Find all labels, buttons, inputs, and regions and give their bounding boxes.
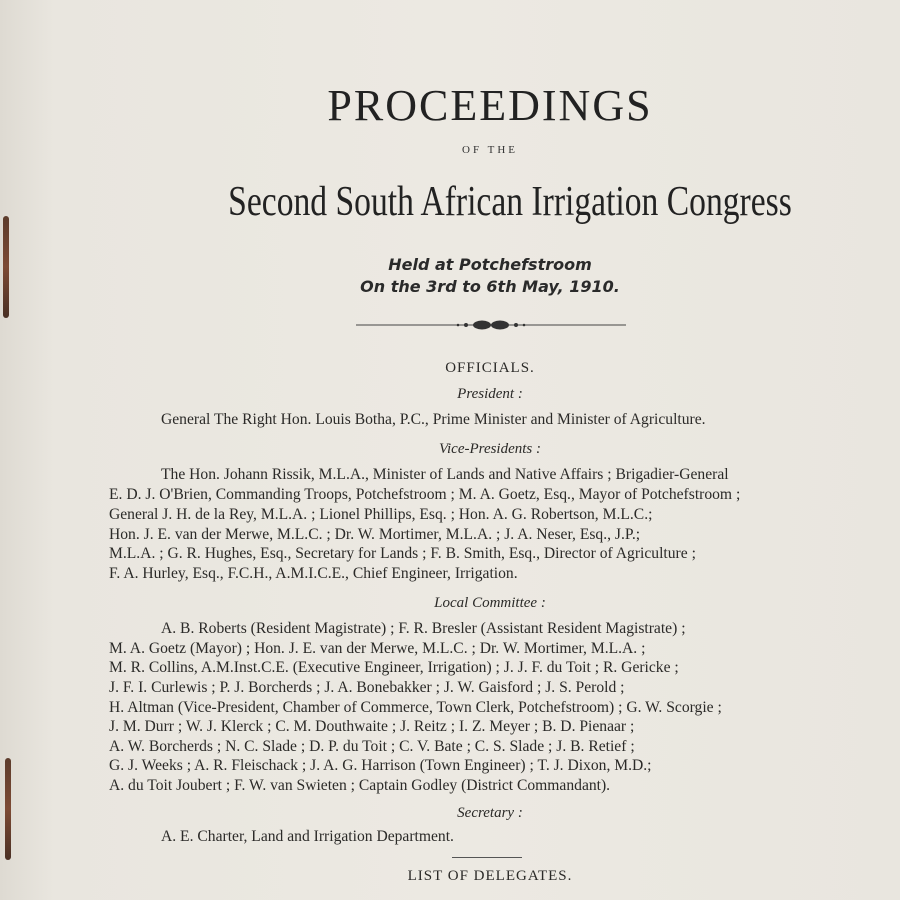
local-committee-label: Local Committee : xyxy=(434,595,546,611)
ornament-divider xyxy=(356,317,626,333)
vice-presidents-line: F. A. Hurley, Esq., F.C.H., A.M.I.C.E., Chief Engineer, Irrigation. xyxy=(109,565,518,582)
secretary-text: A. E. Charter, Land and Irrigation Department. xyxy=(161,828,454,845)
president-text: General The Right Hon. Louis Botha, P.C., Prime Minister and Minister of Agriculture. xyxy=(161,411,706,428)
section-divider xyxy=(452,857,522,858)
of-the-text: OF THE xyxy=(462,144,518,156)
local-committee-line: J. M. Durr ; W. J. Klerck ; C. M. Douthwaite ; J. Reitz ; I. Z. Meyer ; B. D. Pienaar ; xyxy=(109,718,635,735)
vice-presidents-line: Hon. J. E. van der Merwe, M.L.C. ; Dr. W. Mortimer, M.L.A. ; J. A. Neser, Esq., J.P.; xyxy=(109,526,641,543)
local-committee-line: A. B. Roberts (Resident Magistrate) ; F. R. Bresler (Assistant Resident Magistrate) ; xyxy=(161,620,686,637)
vice-presidents-line: M.L.A. ; G. R. Hughes, Esq., Secretary for Lands ; F. B. Smith, Esq., Director of Agriculture ; xyxy=(109,545,696,562)
congress-title: Second South African Irrigation Congress xyxy=(228,179,792,225)
vice-presidents-label: Vice-Presidents : xyxy=(438,441,542,457)
delegates-heading: LIST OF DELEGATES. xyxy=(407,868,573,884)
officials-heading: OFFICIALS. xyxy=(445,360,535,376)
staple-top xyxy=(3,216,9,318)
local-committee-line: A. du Toit Joubert ; F. W. van Swieten ; Captain Godley (District Commandant). xyxy=(109,777,611,794)
local-committee-line: A. W. Borcherds ; N. C. Slade ; D. P. du Toit ; C. V. Bate ; C. S. Slade ; J. B. Retief ; xyxy=(109,738,635,755)
page-title: PROCEEDINGS xyxy=(327,81,653,130)
president-label: President : xyxy=(457,386,523,402)
staple-bottom xyxy=(5,758,11,860)
vice-presidents-line: The Hon. Johann Rissik, M.L.A., Minister of Lands and Native Affairs ; Brigadier-General xyxy=(161,466,729,483)
date-line: On the 3rd to 6th May, 1910. xyxy=(360,277,620,296)
local-committee-line: G. J. Weeks ; A. R. Fleischack ; J. A. G. Harrison (Town Engineer) ; T. J. Dixon, M.D.; xyxy=(109,757,652,774)
local-committee-line: M. A. Goetz (Mayor) ; Hon. J. E. van der Merwe, M.L.C. ; Dr. W. Mortimer, M.L.A. ; xyxy=(109,640,646,657)
secretary-label: Secretary : xyxy=(457,805,523,821)
held-at-line: Held at Potchefstroom xyxy=(388,255,592,274)
vice-presidents-line: E. D. J. O'Brien, Commanding Troops, Potchefstroom ; M. A. Goetz, Esq., Mayor of Potchefstroom ; xyxy=(109,486,741,503)
local-committee-line: H. Altman (Vice-President, Chamber of Commerce, Town Clerk, Potchefstroom) ; G. W. Scorgie ; xyxy=(109,699,722,716)
local-committee-line: M. R. Collins, A.M.Inst.C.E. (Executive Engineer, Irrigation) ; J. J. F. du Toit ; R. Gericke ; xyxy=(109,659,679,676)
vice-presidents-line: General J. H. de la Rey, M.L.A. ; Lionel Phillips, Esq. ; Hon. A. G. Robertson, M.L.C.; xyxy=(109,506,653,523)
local-committee-line: J. F. I. Curlewis ; P. J. Borcherds ; J. A. Bonebakker ; J. W. Gaisford ; J. S. Perold ; xyxy=(109,679,625,696)
